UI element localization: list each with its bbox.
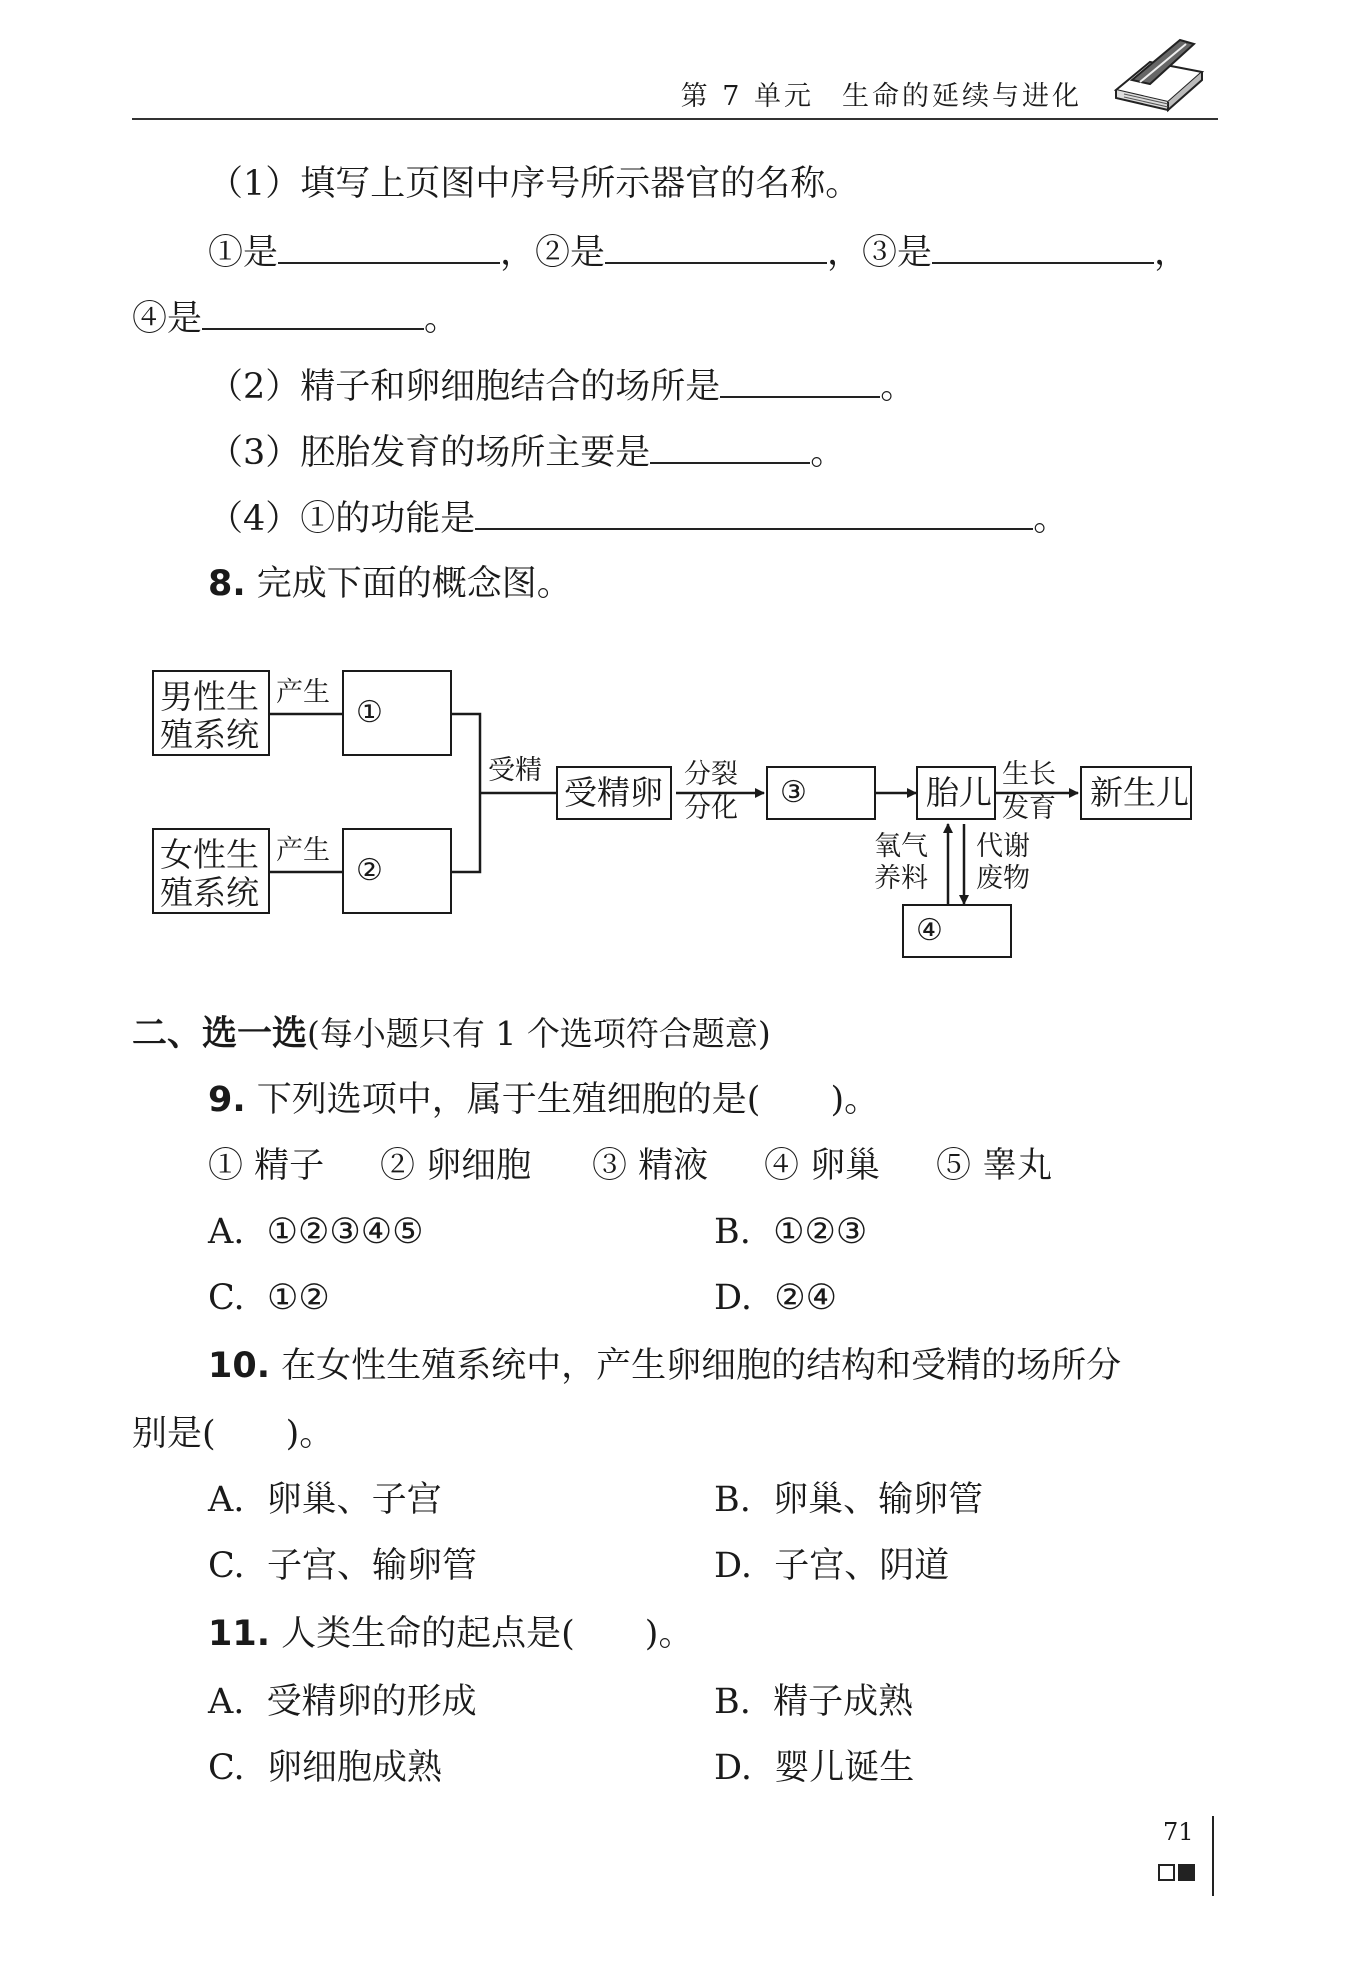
option-letter: B. — [714, 1480, 751, 1520]
option-text: 子宫、输卵管 — [266, 1546, 477, 1586]
q7-sub2-text: （2）精子和卵细胞结合的场所是 — [208, 367, 721, 407]
option-text: ①② — [266, 1278, 330, 1318]
male-system-line1: 男性生 — [160, 677, 259, 716]
period: 。 — [424, 299, 460, 339]
option-letter: A. — [208, 1682, 245, 1722]
q11-question — [208, 1612, 693, 1656]
waste-label-1: 代谢 — [976, 831, 1030, 862]
fertilize-label: 受精 — [488, 755, 542, 786]
page-marker — [1158, 1862, 1198, 1881]
option-text: 卵巢、子宫 — [266, 1480, 442, 1520]
grow-label-2: 发育 — [1002, 793, 1056, 824]
blank4-prefix: ④是 — [132, 299, 203, 339]
female-system-line2: 殖系统 — [160, 873, 259, 912]
option-letter: C. — [208, 1546, 245, 1586]
q10-text-2: 别是( )。 — [132, 1414, 335, 1454]
fetus-box — [916, 766, 996, 820]
q9-question — [208, 1078, 879, 1122]
option-letter: A. — [208, 1212, 245, 1252]
section2-heading — [132, 1012, 771, 1056]
answer-blank-3[interactable] — [932, 228, 1154, 264]
empty-square-icon — [1158, 1864, 1175, 1881]
period: 。 — [1033, 499, 1069, 539]
option-letter: D. — [714, 1748, 752, 1788]
q7-sub3-text: （3）胚胎发育的场所主要是 — [208, 433, 651, 473]
q11-option-a[interactable] — [208, 1680, 477, 1724]
section2-note: (每小题只有 1 个选项符合题意) — [307, 1014, 771, 1053]
female-system-line1: 女性生 — [160, 835, 259, 874]
answer-blank-7[interactable] — [475, 494, 1033, 530]
option-letter: B. — [714, 1212, 751, 1252]
option-text: 卵细胞成熟 — [266, 1748, 442, 1788]
q7-sub1: （1）填写上页图中序号所示器官的名称。 — [208, 164, 861, 204]
option-text: ②④ — [774, 1278, 837, 1318]
q8-number: 8. — [208, 564, 246, 604]
divide-label-2: 分化 — [684, 793, 738, 824]
q10-option-c[interactable] — [208, 1544, 477, 1588]
q9-item-2: ② 卵细胞 — [380, 1146, 532, 1186]
box-2-number: ② — [356, 853, 383, 888]
q7-sub4 — [208, 494, 1068, 541]
unit-label: 第 7 单元 — [680, 81, 814, 112]
option-text: ①②③④⑤ — [266, 1212, 424, 1252]
q9-option-b[interactable] — [714, 1210, 867, 1254]
q10-text-1: 在女性生殖系统中，产生卵细胞的结构和受精的场所分 — [281, 1346, 1122, 1386]
waste-label-2: 废物 — [976, 863, 1030, 894]
answer-blank-6[interactable] — [650, 428, 810, 464]
q9-option-c[interactable] — [208, 1276, 330, 1320]
newborn-text: 新生儿 — [1090, 773, 1189, 812]
q10-option-d[interactable] — [714, 1544, 949, 1588]
unit-title: 生命的延续与进化 — [842, 81, 1082, 112]
q10-option-b[interactable] — [714, 1478, 983, 1522]
option-text: ①②③ — [773, 1212, 868, 1252]
q11-number: 11. — [208, 1614, 271, 1654]
male-system-line2: 殖系统 — [160, 715, 259, 754]
period: 。 — [880, 367, 916, 407]
option-letter: C. — [208, 1748, 245, 1788]
section2-title: 二、选一选 — [132, 1014, 308, 1054]
q11-option-d[interactable] — [714, 1746, 914, 1790]
option-letter: C. — [208, 1278, 245, 1318]
q9-item-1: ① 精子 — [208, 1146, 325, 1186]
blank1-prefix: ①是 — [208, 233, 279, 273]
oxygen-label-1: 氧气 — [874, 831, 928, 862]
q7-sub3 — [208, 428, 845, 475]
female-system-box — [152, 828, 270, 914]
option-text: 婴儿诞生 — [774, 1748, 915, 1788]
page-number: 71 — [1163, 1818, 1194, 1846]
q9-item-3: ③ 精液 — [592, 1146, 709, 1186]
box-4-number: ④ — [916, 913, 943, 948]
fetus-text: 胎儿 — [926, 773, 992, 812]
q7-blank-row-1 — [208, 228, 1189, 275]
header-rule — [132, 118, 1218, 120]
q9-item-4: ④ 卵巢 — [764, 1146, 881, 1186]
box-2[interactable] — [342, 828, 452, 914]
option-text: 受精卵的形成 — [266, 1682, 477, 1722]
box-1[interactable] — [342, 670, 452, 756]
zygote-text: 受精卵 — [564, 773, 663, 812]
q9-text: 下列选项中，属于生殖细胞的是( )。 — [256, 1080, 880, 1120]
blank3-prefix: ，③是 — [827, 233, 933, 273]
q8-text: 完成下面的概念图。 — [256, 564, 572, 604]
box-1-number: ① — [356, 695, 383, 730]
box-3-number: ③ — [780, 775, 807, 810]
q10-option-a[interactable] — [208, 1478, 442, 1522]
answer-blank-2[interactable] — [605, 228, 827, 264]
period: 。 — [810, 433, 846, 473]
box-4[interactable] — [902, 904, 1012, 958]
divide-label-1: 分裂 — [684, 759, 738, 790]
q10-question — [208, 1344, 1121, 1388]
page-header — [681, 74, 1082, 113]
option-letter: A. — [208, 1480, 245, 1520]
option-letter: B. — [714, 1682, 751, 1722]
grow-label-1: 生长 — [1002, 759, 1056, 790]
box-3[interactable] — [766, 766, 876, 820]
option-text: 子宫、阴道 — [774, 1546, 950, 1586]
produce-label-top: 产生 — [276, 677, 330, 708]
option-text: 精子成熟 — [773, 1682, 914, 1722]
q9-item-5: ⑤ 睾丸 — [936, 1146, 1053, 1186]
zygote-box — [556, 766, 672, 820]
q9-option-d[interactable] — [714, 1276, 837, 1320]
q11-option-c[interactable] — [208, 1746, 442, 1790]
answer-blank-5[interactable] — [720, 362, 880, 398]
blank2-prefix: ，②是 — [500, 233, 606, 273]
option-letter: D. — [714, 1278, 752, 1318]
filled-square-icon — [1178, 1864, 1195, 1881]
q10-number: 10. — [208, 1346, 271, 1386]
q11-text: 人类生命的起点是( )。 — [281, 1614, 694, 1654]
q7-sub4-text: （4）①的功能是 — [208, 499, 476, 539]
newborn-box — [1080, 766, 1192, 820]
book-icon — [1110, 32, 1206, 116]
q7-sub2 — [208, 362, 915, 409]
q9-option-a[interactable] — [208, 1210, 424, 1254]
oxygen-label-2: 养料 — [874, 863, 928, 894]
produce-label-bottom: 产生 — [276, 835, 330, 866]
option-letter: D. — [714, 1546, 752, 1586]
male-system-box — [152, 670, 270, 756]
q11-option-b[interactable] — [714, 1680, 913, 1724]
option-text: 卵巢、输卵管 — [773, 1480, 984, 1520]
page-edge-bar — [1212, 1816, 1214, 1896]
answer-blank-1[interactable] — [278, 228, 500, 264]
row-comma: ， — [1154, 233, 1190, 273]
q8-question — [208, 562, 572, 606]
q9-number: 9. — [208, 1080, 246, 1120]
answer-blank-4[interactable] — [202, 294, 424, 330]
q7-blank-row-2 — [132, 294, 459, 341]
